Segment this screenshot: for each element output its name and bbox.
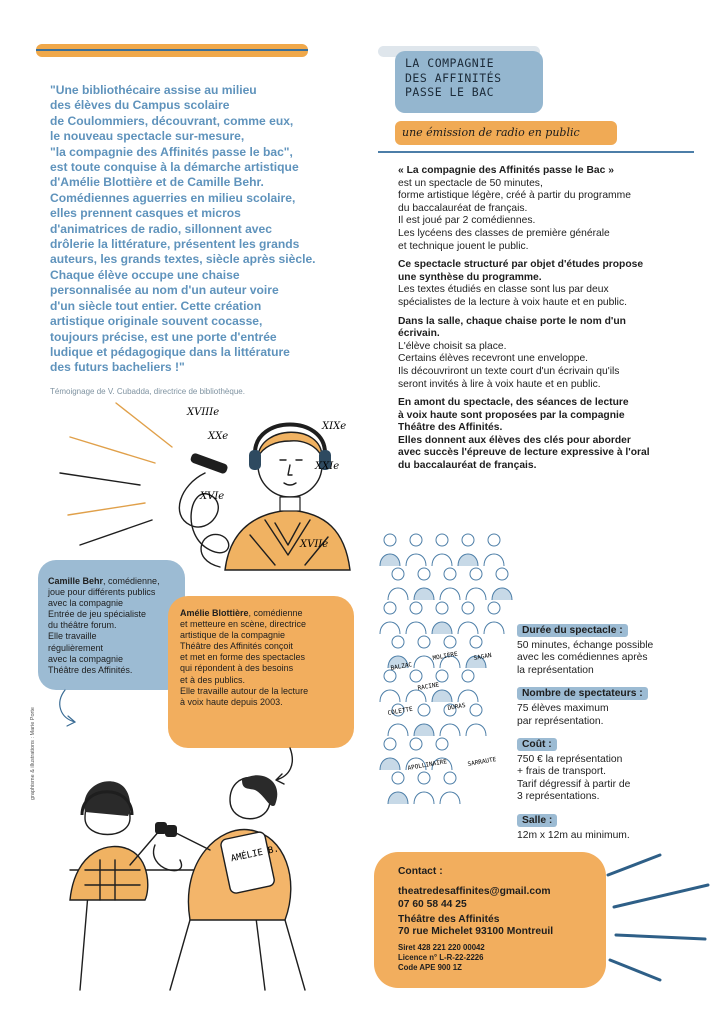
contact-siret: Siret 428 221 220 00042 [398,943,485,953]
audience-head [444,772,456,784]
desc-p2-title: Ce spectacle structuré par objet d'études propose une synthèse du programme. [398,259,644,283]
audience-head [470,568,482,580]
audience-head [418,636,430,648]
audience-body [440,724,460,736]
audience-body [484,554,504,566]
author-portrait-illustration [60,395,360,580]
century-label-16: XVIe [200,491,225,502]
desc-p1-title: « La compagnie des Affinités passe le Bac » [398,165,614,176]
info-duration-label: Durée du spectacle : [517,624,628,637]
desc-p1-body: est un spectacle de 50 minutes, forme artistique légère, créé à partir du programme du baccalauréat de français. Il est joué par 2 comédiennes. Les lycéens des classes de première générale et technique jouent le public. [398,177,631,252]
chair-label-sarraute: SARRAUTE [467,756,497,768]
info-duration [517,620,687,677]
audience-head [462,534,474,546]
page-subtitle: une émission de radio en public [402,126,580,139]
audience-body [380,758,400,770]
audience-head [418,704,430,716]
audience-body [388,792,408,804]
audience-body [432,554,452,566]
audience-body [406,622,426,634]
audience-head [392,772,404,784]
info-audience [517,683,687,728]
audience-head [462,602,474,614]
practical-info [517,620,687,848]
info-room-value: 12m x 12m au minimum. [517,829,630,841]
testimonial-quote: "Une bibliothécaire assise au milieu des élèves du Campus scolaire de Coulommiers, découvrant, comme eux, le nouveau spectacle sur-mesure, "la compagnie des Affinités passe le bac", est toute conquise à la démarche artistique d'Amélie Blottière et de Camille Behr. Comédiennes aguerries en milieu scolaire, elles prennent casques et micros d'animatrices de radio, sillonnent avec drôlerie la littérature, présentent les grands auteurs, les grands textes, siècle après siècle. Chaque élève occupe une chaise personnalisée au nom d'un auteur voire d'un siècle tout entier. Cette création artistique originale souvent cocasse, toujours précise, est une porte d'entrée ludique et pédagogique dans la littérature des futurs bacheliers !" [50,83,316,375]
century-label-17: XVIIe [300,539,329,550]
century-label-21: XXIe [315,461,340,472]
audience-body [380,554,400,566]
contact-block [398,866,598,973]
audience-head [444,636,456,648]
audience-head [436,602,448,614]
desc-p2-body: Les textes étudiés en classe sont lus par deux spécialistes de la lecture à voix haute et en public. [398,284,627,308]
audience-head [436,534,448,546]
audience-body [492,588,512,600]
desc-p3-title: Dans la salle, chaque chaise porte le nom d'un écrivain. [398,315,626,340]
divider-line [378,151,694,153]
contact-ape: Code APE 900 1Z [398,963,462,973]
audience-body [406,690,426,702]
camille-bubble-arrow-icon [55,688,85,728]
audience-head [410,670,422,682]
chair-label-colette: COLETTE [387,705,414,717]
audience-body [458,554,478,566]
audience-body [484,622,504,634]
audience-body [414,792,434,804]
audience-body [466,724,486,736]
audience-body [458,622,478,634]
audience-head [418,772,430,784]
chair-label-moliere: MOLIÈRE [432,650,459,662]
contact-radiating-lines [600,855,710,985]
desc-p3-body: L'élève choisit sa place. Certains élèves recevront une enveloppe. Ils découvriront un texte court d'un écrivain qu'ils seront invités à lire à voix haute et en public. [398,340,620,390]
testimonial-attribution: Témoignage de V. Cubadda, directrice de bibliothèque. [50,387,245,396]
audience-head [410,602,422,614]
audience-body [466,588,486,600]
audience-head [436,670,448,682]
audience-head [392,568,404,580]
audience-body [458,690,478,702]
camille-bio-text: , comédienne, joue pour différents publics avec la compagnie Entrée de jeu spécialiste du théâtre forum. Elle travaille régulièrement avec la compagnie Théâtre des Affinités. [48,576,160,675]
radio-hosts-illustration [70,770,330,1000]
audience-head [462,670,474,682]
audience-body [380,622,400,634]
chair-label-duras: DURAS [447,701,467,712]
description [398,165,678,479]
info-duration-value: 50 minutes, échange possible avec les comédiennes après la représentation [517,640,654,676]
credits: graphisme & illustrations : Marie Porte [30,707,36,800]
chair-label-racine: RACINE [417,681,440,692]
top-decorative-band [36,44,308,57]
info-audience-value: 75 élèves maximum par représentation. [517,703,609,727]
audience-head [488,602,500,614]
audience-head [470,636,482,648]
audience-head [418,568,430,580]
chair-label-sagan: SAGAN [473,651,493,662]
camille-bio [48,576,180,676]
audience-body [388,588,408,600]
info-cost [517,734,687,804]
desc-p4-title: En amont du spectacle, des séances de lecture à voix haute sont proposées par la compagnie Théâtre des Affinités. Elles donnent aux élèves des clés pour aborder avec succès l'épreuve de lecture expressive à l'oral du baccalauréat de français. [398,397,650,472]
audience-head [436,738,448,750]
contact-licence: Licence n° L-R-22-2226 [398,953,484,963]
info-room-label: Salle : [517,814,557,827]
audience-head [384,670,396,682]
audience-illustration [378,530,518,820]
info-cost-label: Coût : [517,738,557,751]
chair-name-label: AMÉLIE B. [230,844,280,865]
contact-org: Théâtre des Affinités [398,913,500,925]
info-audience-label: Nombre de spectateurs : [517,687,648,700]
audience-head [392,636,404,648]
info-room [517,810,687,842]
audience-body [406,554,426,566]
audience-head [488,534,500,546]
audience-body [388,724,408,736]
audience-body [414,656,434,668]
audience-body [432,690,452,702]
contact-email[interactable]: theatredesaffinites@gmail.com [398,886,551,898]
contact-address: 70 rue Michelet 93100 Montreuil [398,926,554,938]
audience-head [496,568,508,580]
audience-body [432,622,452,634]
amelie-name: Amélie Blottière [180,608,249,618]
audience-head [384,738,396,750]
audience-body [414,724,434,736]
century-label-18: XVIIIe [187,407,220,418]
audience-body [414,588,434,600]
century-label-19: XIXe [322,421,347,432]
audience-head [410,738,422,750]
amelie-bio [180,608,348,708]
amelie-bio-text: , comédienne et metteure en scène, directrice artistique de la compagnie Théâtre des Affinités conçoit et met en forme des spectacles qui répondent à des besoins et à des publics. Elle travaille autour de la lecture à voix haute depuis 2003. [180,608,309,707]
audience-head [384,602,396,614]
audience-head [384,534,396,546]
chair-label-apollinaire: APOLLINAIRE [407,758,448,772]
camille-name: Camille Behr [48,576,104,586]
audience-head [410,534,422,546]
audience-body [380,690,400,702]
audience-head [444,568,456,580]
page-title: LA COMPAGNIE DES AFFINITÉS PASSE LE BAC [405,56,502,99]
contact-phone[interactable]: 07 60 58 44 25 [398,898,467,910]
audience-head [470,704,482,716]
audience-body [440,588,460,600]
chair-label-balzac: BALZAC [390,661,413,672]
audience-body [440,792,460,804]
info-cost-value: 750 € la représentation + frais de transport. Tarif dégressif à partir de 3 représentations. [517,754,631,803]
contact-label: Contact : [398,866,443,877]
century-label-20: XXe [208,431,229,442]
